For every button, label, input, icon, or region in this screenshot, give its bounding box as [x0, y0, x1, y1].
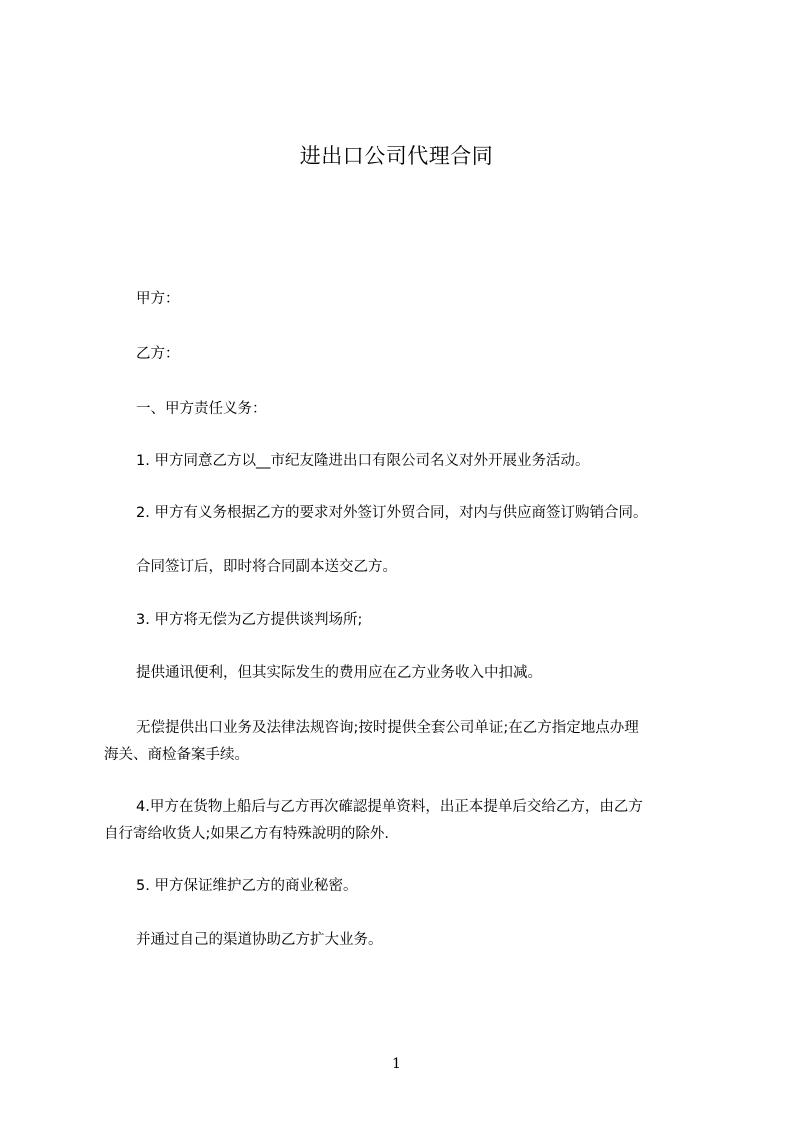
section-heading-party-a-duties: 一、甲方责任义务：: [136, 401, 267, 417]
clause-4-paragraph: [104, 794, 736, 848]
clause-3-extra-line-1: 无偿提供出口业务及法律法规咨询;按时提供全套公司单证;在乙方指定地点办理: [136, 720, 639, 736]
clause-3: 3. 甲方将无偿为乙方提供谈判场所;: [136, 612, 363, 628]
clause-5-continuation: 并通过自己的渠道协助乙方扩大业务。: [136, 932, 383, 948]
document-title: 进出口公司代理合同: [299, 144, 494, 168]
party-b-label: 乙方：: [136, 346, 180, 362]
clause-3-continuation: 提供通讯便利，但其实际发生的费用应在乙方业务收入中扣减。: [136, 665, 542, 681]
clause-5: 5. 甲方保证维护乙方的商业秘密。: [136, 878, 358, 894]
clause-3-extra-line-2: 海关、商检备案手续。: [104, 747, 249, 763]
page-number: 1: [392, 1056, 401, 1072]
clause-2-continuation: 合同签订后，即时将合同副本送交乙方。: [136, 559, 397, 575]
clause-2: 2. 甲方有义务根据乙方的要求对外签订外贸合同，对内与供应商签订购销合同。: [136, 505, 648, 521]
clause-1: 1. 甲方同意乙方以__市纪友隆进出口有限公司名义对外开展业务活动。: [136, 453, 590, 469]
clause-3-extra-paragraph: [104, 715, 736, 769]
clause-4-line-2: 自行寄给收货人;如果乙方有特殊說明的除外.: [104, 826, 389, 842]
party-a-label: 甲方：: [136, 291, 180, 307]
clause-4-line-1: 4.甲方在货物上船后与乙方再次確認提单资料，出正本提单后交给乙方，由乙方: [136, 799, 643, 815]
